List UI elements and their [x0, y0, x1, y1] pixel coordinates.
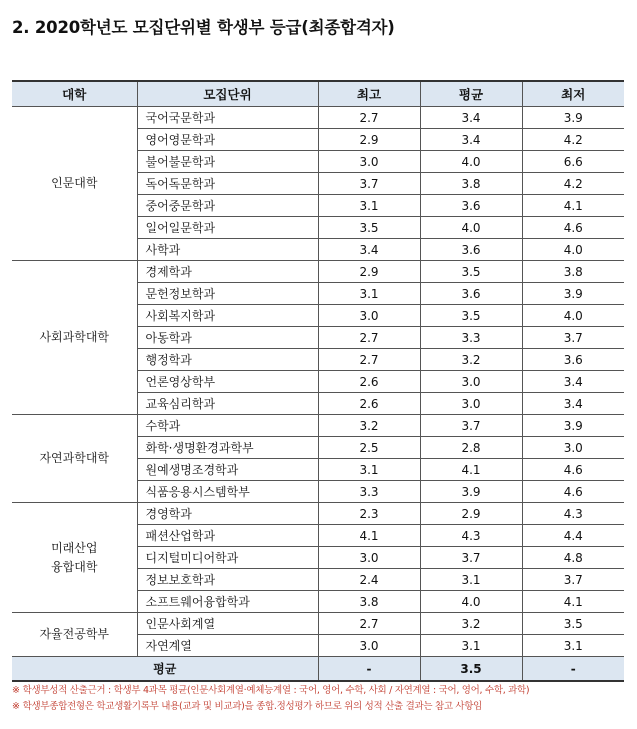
header-max: 최고 [318, 81, 420, 107]
max-grade-cell: 2.7 [318, 107, 420, 129]
table-row [12, 415, 624, 437]
max-grade-cell: 2.4 [318, 569, 420, 591]
max-grade-cell: 3.7 [318, 173, 420, 195]
avg-grade-cell: 3.6 [420, 283, 522, 305]
avg-grade-cell: 3.5 [420, 261, 522, 283]
avg-grade-cell: 3.6 [420, 239, 522, 261]
footnotes [12, 683, 529, 715]
avg-grade-cell: 4.0 [420, 217, 522, 239]
department-cell: 일어일문학과 [137, 217, 318, 239]
max-grade-cell: 2.6 [318, 393, 420, 415]
min-grade-cell: 3.9 [522, 283, 624, 305]
table-row [12, 261, 624, 283]
min-grade-cell: 3.9 [522, 415, 624, 437]
min-grade-cell: 4.2 [522, 173, 624, 195]
min-grade-cell: 3.0 [522, 437, 624, 459]
department-cell: 독어독문학과 [137, 173, 318, 195]
department-cell: 경영학과 [137, 503, 318, 525]
max-grade-cell: 2.5 [318, 437, 420, 459]
department-cell: 수학과 [137, 415, 318, 437]
max-grade-cell: 4.1 [318, 525, 420, 547]
avg-grade-cell: 3.3 [420, 327, 522, 349]
max-grade-cell: 3.1 [318, 195, 420, 217]
table-row [12, 613, 624, 635]
note-text: 학생부성적 산출근거 : 학생부 4과목 평균(인문사회계열·예체능계열 : 국어, 영어, 수학, 사회 / 자연계열 : 국어, 영어, 수학, 과학) [22, 685, 530, 696]
max-grade-cell: 2.7 [318, 613, 420, 635]
average-row [12, 657, 624, 682]
footnote [12, 699, 529, 715]
avg-grade-cell: 3.6 [420, 195, 522, 217]
department-cell: 국어국문학과 [137, 107, 318, 129]
max-grade-cell: 3.0 [318, 547, 420, 569]
department-cell: 소프트웨어융합학과 [137, 591, 318, 613]
department-cell: 정보보호학과 [137, 569, 318, 591]
department-cell: 행정학과 [137, 349, 318, 371]
min-grade-cell: 4.6 [522, 217, 624, 239]
avg-grade-cell: 3.0 [420, 371, 522, 393]
avg-grade-cell: 4.0 [420, 151, 522, 173]
max-grade-cell: 2.9 [318, 129, 420, 151]
min-grade-cell: 3.8 [522, 261, 624, 283]
min-grade-cell: 4.4 [522, 525, 624, 547]
min-grade-cell: 3.1 [522, 635, 624, 657]
grades-table [12, 80, 624, 682]
table-row [12, 503, 624, 525]
max-grade-cell: 3.1 [318, 459, 420, 481]
university-cell: 자연과학대학 [12, 415, 137, 503]
department-cell: 언론영상학부 [137, 371, 318, 393]
min-grade-cell: 4.2 [522, 129, 624, 151]
department-cell: 인문사회계열 [137, 613, 318, 635]
avg-grade-cell: 3.0 [420, 393, 522, 415]
max-grade-cell: 2.7 [318, 349, 420, 371]
max-grade-cell: 2.3 [318, 503, 420, 525]
page-title: 2. 2020학년도 모집단위별 학생부 등급(최종합격자) [12, 18, 395, 37]
university-cell: 자율전공학부 [12, 613, 137, 657]
avg-grade-cell: 3.5 [420, 305, 522, 327]
avg-grade-cell: 3.7 [420, 415, 522, 437]
avg-grade-cell: 2.8 [420, 437, 522, 459]
department-cell: 경제학과 [137, 261, 318, 283]
department-cell: 패션산업학과 [137, 525, 318, 547]
average-min: - [522, 657, 624, 682]
min-grade-cell: 3.6 [522, 349, 624, 371]
avg-grade-cell: 3.4 [420, 129, 522, 151]
max-grade-cell: 3.0 [318, 305, 420, 327]
average-max: - [318, 657, 420, 682]
department-cell: 교육심리학과 [137, 393, 318, 415]
max-grade-cell: 3.2 [318, 415, 420, 437]
min-grade-cell: 4.0 [522, 305, 624, 327]
min-grade-cell: 4.0 [522, 239, 624, 261]
min-grade-cell: 6.6 [522, 151, 624, 173]
table-row [12, 107, 624, 129]
department-cell: 자연계열 [137, 635, 318, 657]
max-grade-cell: 2.6 [318, 371, 420, 393]
min-grade-cell: 3.9 [522, 107, 624, 129]
min-grade-cell: 4.3 [522, 503, 624, 525]
avg-grade-cell: 3.4 [420, 107, 522, 129]
header-min: 최저 [522, 81, 624, 107]
header-avg: 평균 [420, 81, 522, 107]
max-grade-cell: 3.4 [318, 239, 420, 261]
min-grade-cell: 3.7 [522, 569, 624, 591]
department-cell: 사회복지학과 [137, 305, 318, 327]
department-cell: 식품응용시스템학부 [137, 481, 318, 503]
min-grade-cell: 3.4 [522, 393, 624, 415]
avg-grade-cell: 2.9 [420, 503, 522, 525]
avg-grade-cell: 3.9 [420, 481, 522, 503]
table-header-row [12, 81, 624, 107]
max-grade-cell: 3.1 [318, 283, 420, 305]
avg-grade-cell: 3.1 [420, 569, 522, 591]
avg-grade-cell: 4.0 [420, 591, 522, 613]
department-cell: 원예생명조경학과 [137, 459, 318, 481]
department-cell: 중어중문학과 [137, 195, 318, 217]
university-cell: 사회과학대학 [12, 261, 137, 415]
average-avg: 3.5 [420, 657, 522, 682]
note-mark: ※ [12, 701, 20, 712]
avg-grade-cell: 3.2 [420, 349, 522, 371]
department-cell: 불어불문학과 [137, 151, 318, 173]
min-grade-cell: 4.8 [522, 547, 624, 569]
footnote [12, 683, 529, 699]
max-grade-cell: 2.7 [318, 327, 420, 349]
min-grade-cell: 4.6 [522, 481, 624, 503]
department-cell: 문헌정보학과 [137, 283, 318, 305]
min-grade-cell: 4.1 [522, 591, 624, 613]
min-grade-cell: 3.4 [522, 371, 624, 393]
note-mark: ※ [12, 685, 20, 696]
min-grade-cell: 4.1 [522, 195, 624, 217]
university-cell: 미래산업 융합대학 [12, 503, 137, 613]
max-grade-cell: 3.8 [318, 591, 420, 613]
header-department: 모집단위 [137, 81, 318, 107]
max-grade-cell: 2.9 [318, 261, 420, 283]
max-grade-cell: 3.5 [318, 217, 420, 239]
avg-grade-cell: 3.2 [420, 613, 522, 635]
avg-grade-cell: 3.1 [420, 635, 522, 657]
max-grade-cell: 3.0 [318, 635, 420, 657]
avg-grade-cell: 4.3 [420, 525, 522, 547]
min-grade-cell: 3.7 [522, 327, 624, 349]
max-grade-cell: 3.3 [318, 481, 420, 503]
avg-grade-cell: 4.1 [420, 459, 522, 481]
avg-grade-cell: 3.7 [420, 547, 522, 569]
average-label: 평균 [12, 657, 318, 682]
max-grade-cell: 3.0 [318, 151, 420, 173]
min-grade-cell: 4.6 [522, 459, 624, 481]
avg-grade-cell: 3.8 [420, 173, 522, 195]
min-grade-cell: 3.5 [522, 613, 624, 635]
university-cell: 인문대학 [12, 107, 137, 261]
department-cell: 화학·생명환경과학부 [137, 437, 318, 459]
department-cell: 디지털미디어학과 [137, 547, 318, 569]
note-text: 학생부종합전형은 학교생활기록부 내용(교과 및 비교과)을 종합.정성평가 하므로 위의 성적 산출 결과는 참고 사항임 [22, 701, 483, 712]
header-university: 대학 [12, 81, 137, 107]
department-cell: 아동학과 [137, 327, 318, 349]
department-cell: 사학과 [137, 239, 318, 261]
department-cell: 영어영문학과 [137, 129, 318, 151]
table-body [12, 107, 624, 657]
